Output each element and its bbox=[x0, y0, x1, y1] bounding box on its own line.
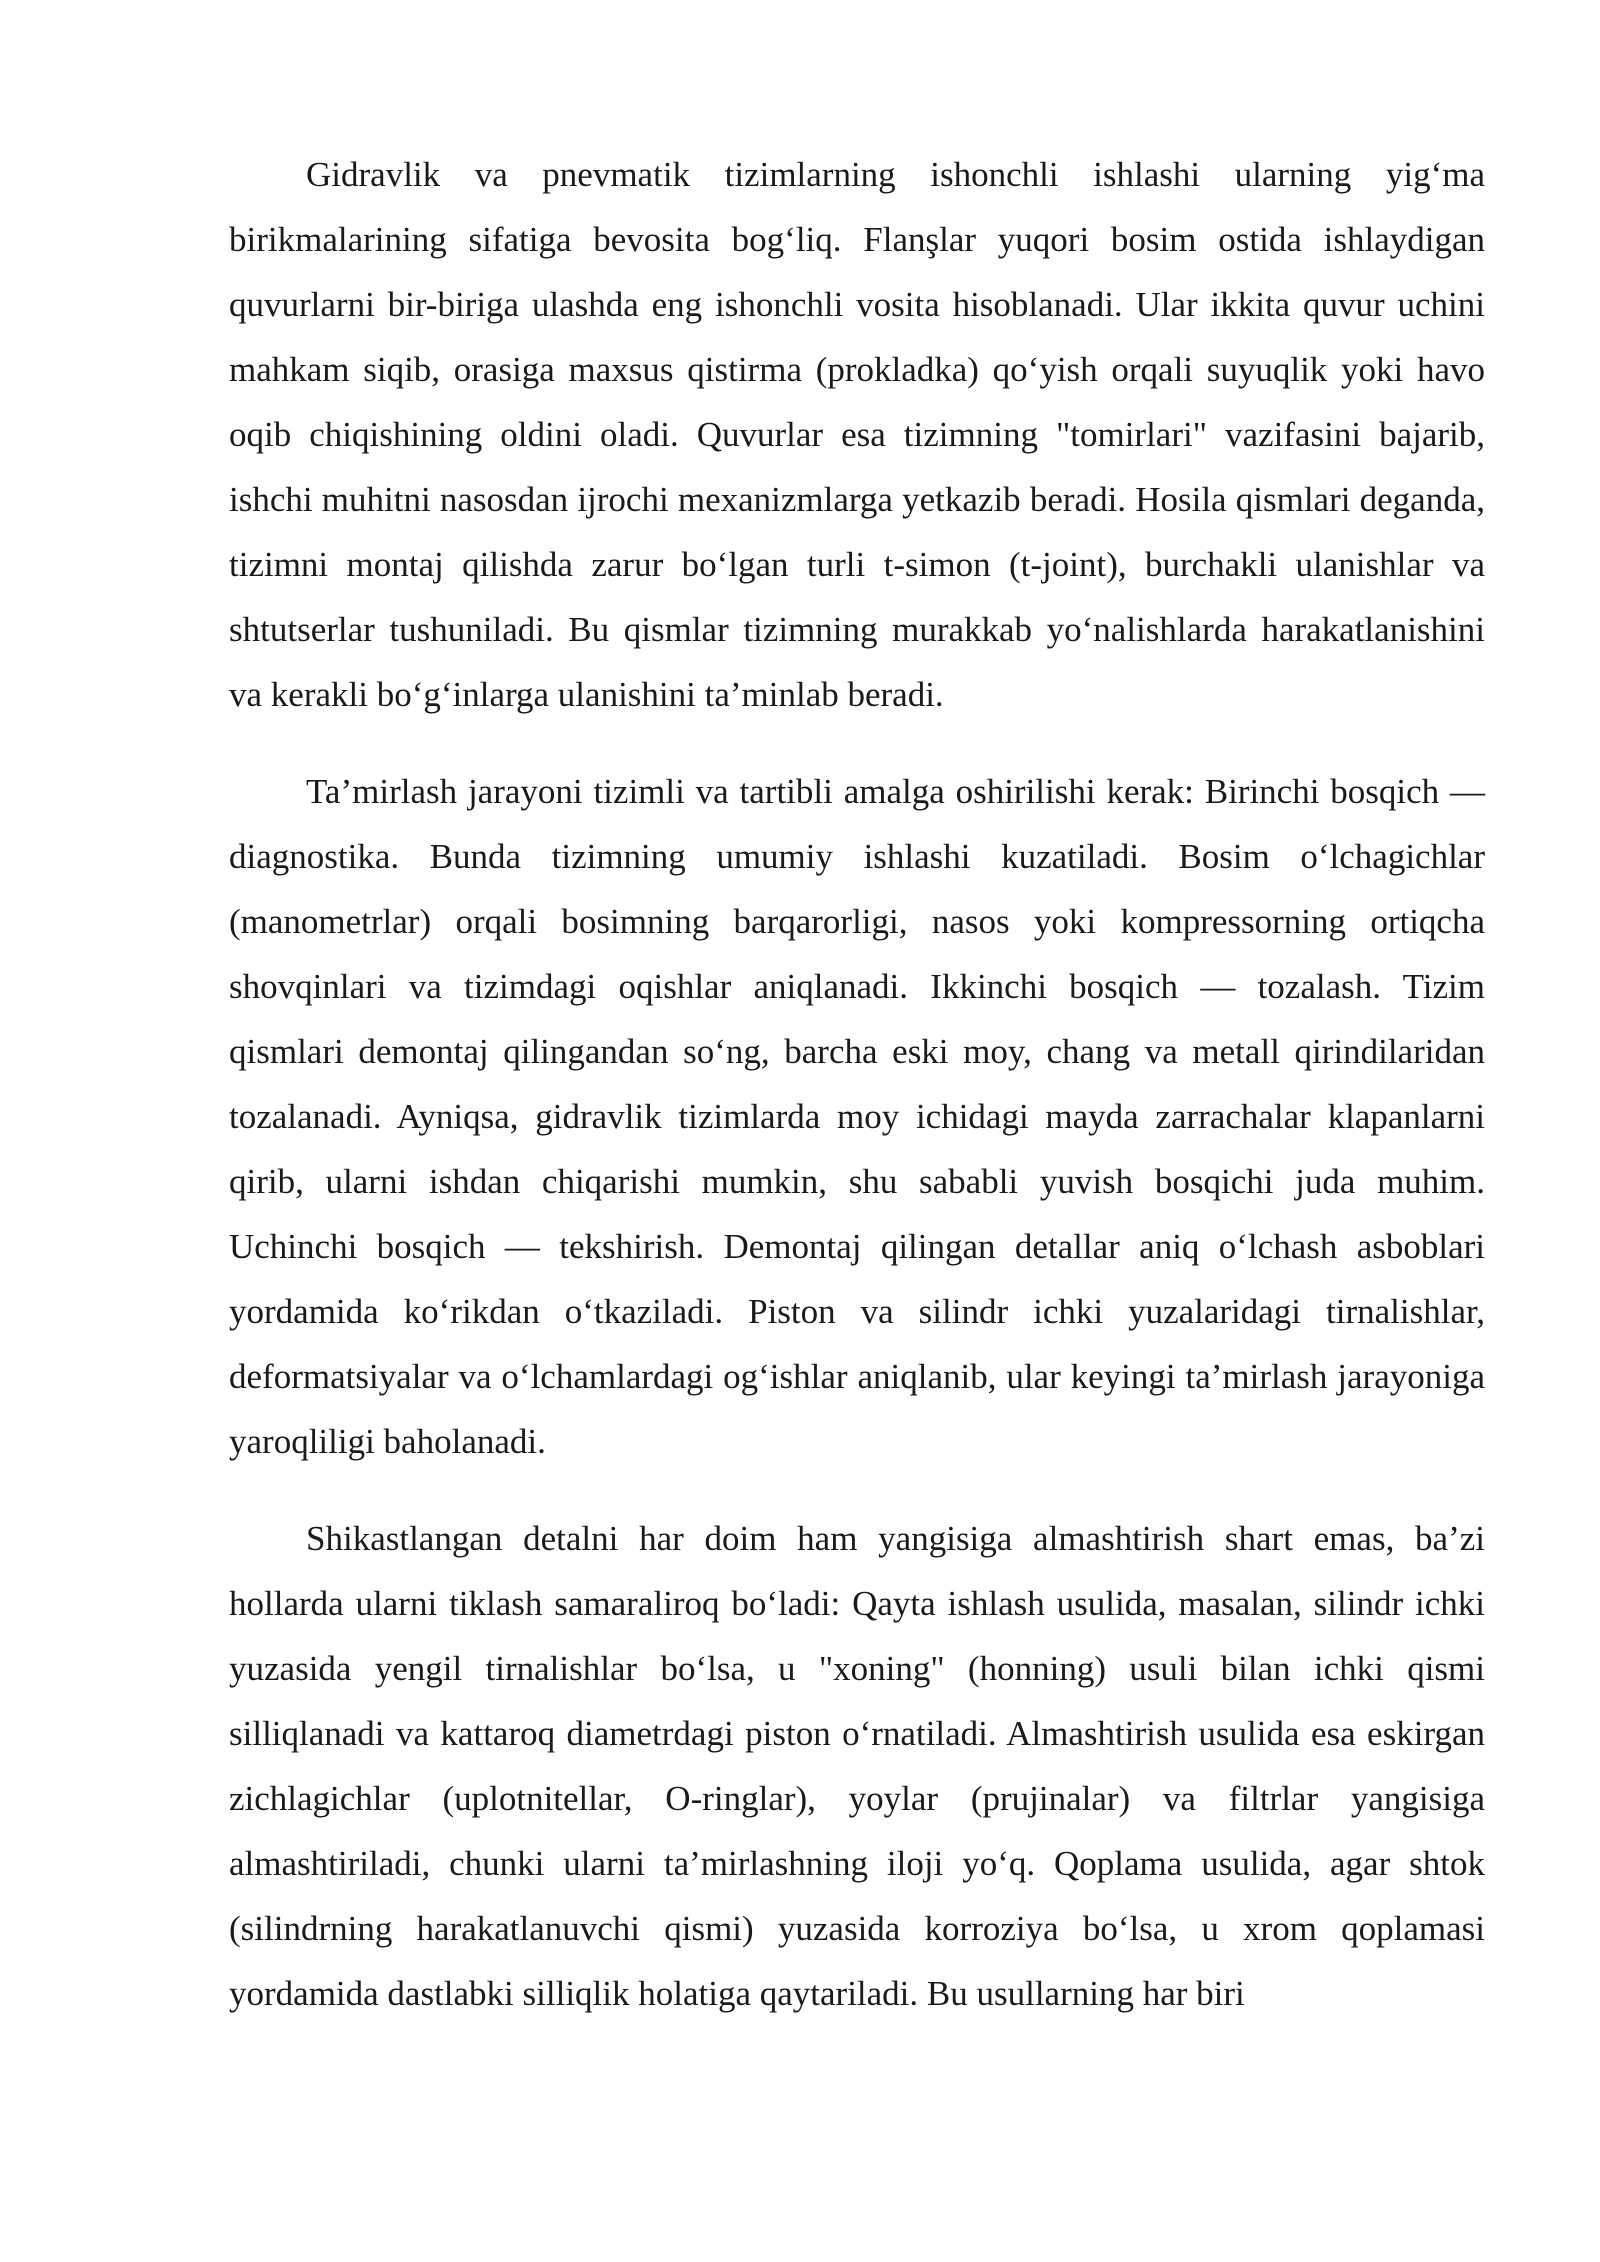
paragraph-repair-stages: Ta’mirlash jarayoni tizimli va tartibli amalga oshirilishi kerak: Birinchi bosqich — diagnostika. Bunda tizimning umumiy ishlashi kuzatiladi. Bosim o‘lchagichlar (manometrlar) orqali bosimning barqarorligi, nasos yoki kompressorning ortiqcha shovqinlari va tizimdagi oqishlar aniqlanadi. Ikkinchi bosqich — tozalash. Tizim qismlari demontaj qilingandan so‘ng, barcha eski moy, chang va metall qirindilaridan tozalanadi. Ayniqsa, gidravlik tizimlarda moy ichidagi mayda zarrachalar klapanlarni qirib, ularni ishdan chiqarishi mumkin, shu sababli yuvish bosqichi juda muhim. Uchinchi bosqich — tekshirish. Demontaj qilingan detallar aniq o‘lchash asboblari yordamida ko‘rikdan o‘tkaziladi. Piston va silindr ichki yuzalaridagi tirnalishlar, deformatsiyalar va o‘lchamlardagi og‘ishlar aniqlanib, ular keyingi ta’mirlash jarayoniga yaroqliligi baholanadi. bbox=[229, 772, 1485, 1461]
paragraph-restoration-methods: Shikastlangan detalni har doim ham yangisiga almashtirish shart emas, ba’zi hollarda ularni tiklash samaraliroq bo‘ladi: Qayta ishlash usulida, masalan, silindr ichki yuzasida yengil tirnalishlar bo‘lsa, u "xoning" (honning) usuli bilan ichki qismi silliqlanadi va kattaroq diametrdagi piston o‘rnatiladi. Almashtirish usulida esa eskirgan zichlagichlar (uplotnitellar, O-ringlar), yoylar (prujinalar) va filtrlar yangisiga almashtiriladi, chunki ularni ta’mirlashning iloji yo‘q. Qoplama usulida, agar shtok (silindrning harakatlanuvchi qismi) yuzasida korroziya bo‘lsa, u xrom qoplamasi yordamida dastlabki silliqlik holatiga qaytariladi. Bu usullarning har biri bbox=[229, 1519, 1485, 2013]
paragraph-hydraulic-joints: Gidravlik va pnevmatik tizimlarning ishonchli ishlashi ularning yig‘ma birikmalarining sifatiga bevosita bog‘liq. Flanşlar yuqori bosim ostida ishlaydigan quvurlarni bir-biriga ulashda eng ishonchli vosita hisoblanadi. Ular ikkita quvur uchini mahkam siqib, orasiga maxsus qistirma (prokladka) qo‘yish orqali suyuqlik yoki havo oqib chiqishining oldini oladi. Quvurlar esa tizimning "tomirlari" vazifasini bajarib, ishchi muhitni nasosdan ijrochi mexanizmlarga yetkazib beradi. Hosila qismlari deganda, tizimni montaj qilishda zarur bo‘lgan turli t-simon (t-joint), burchakli ulanishlar va shtutserlar tushuniladi. Bu qismlar tizimning murakkab yo‘nalishlarda harakatlanishini va kerakli bo‘g‘inlarga ulanishini ta’minlab beradi. bbox=[229, 155, 1485, 714]
document-body bbox=[229, 142, 1485, 2058]
